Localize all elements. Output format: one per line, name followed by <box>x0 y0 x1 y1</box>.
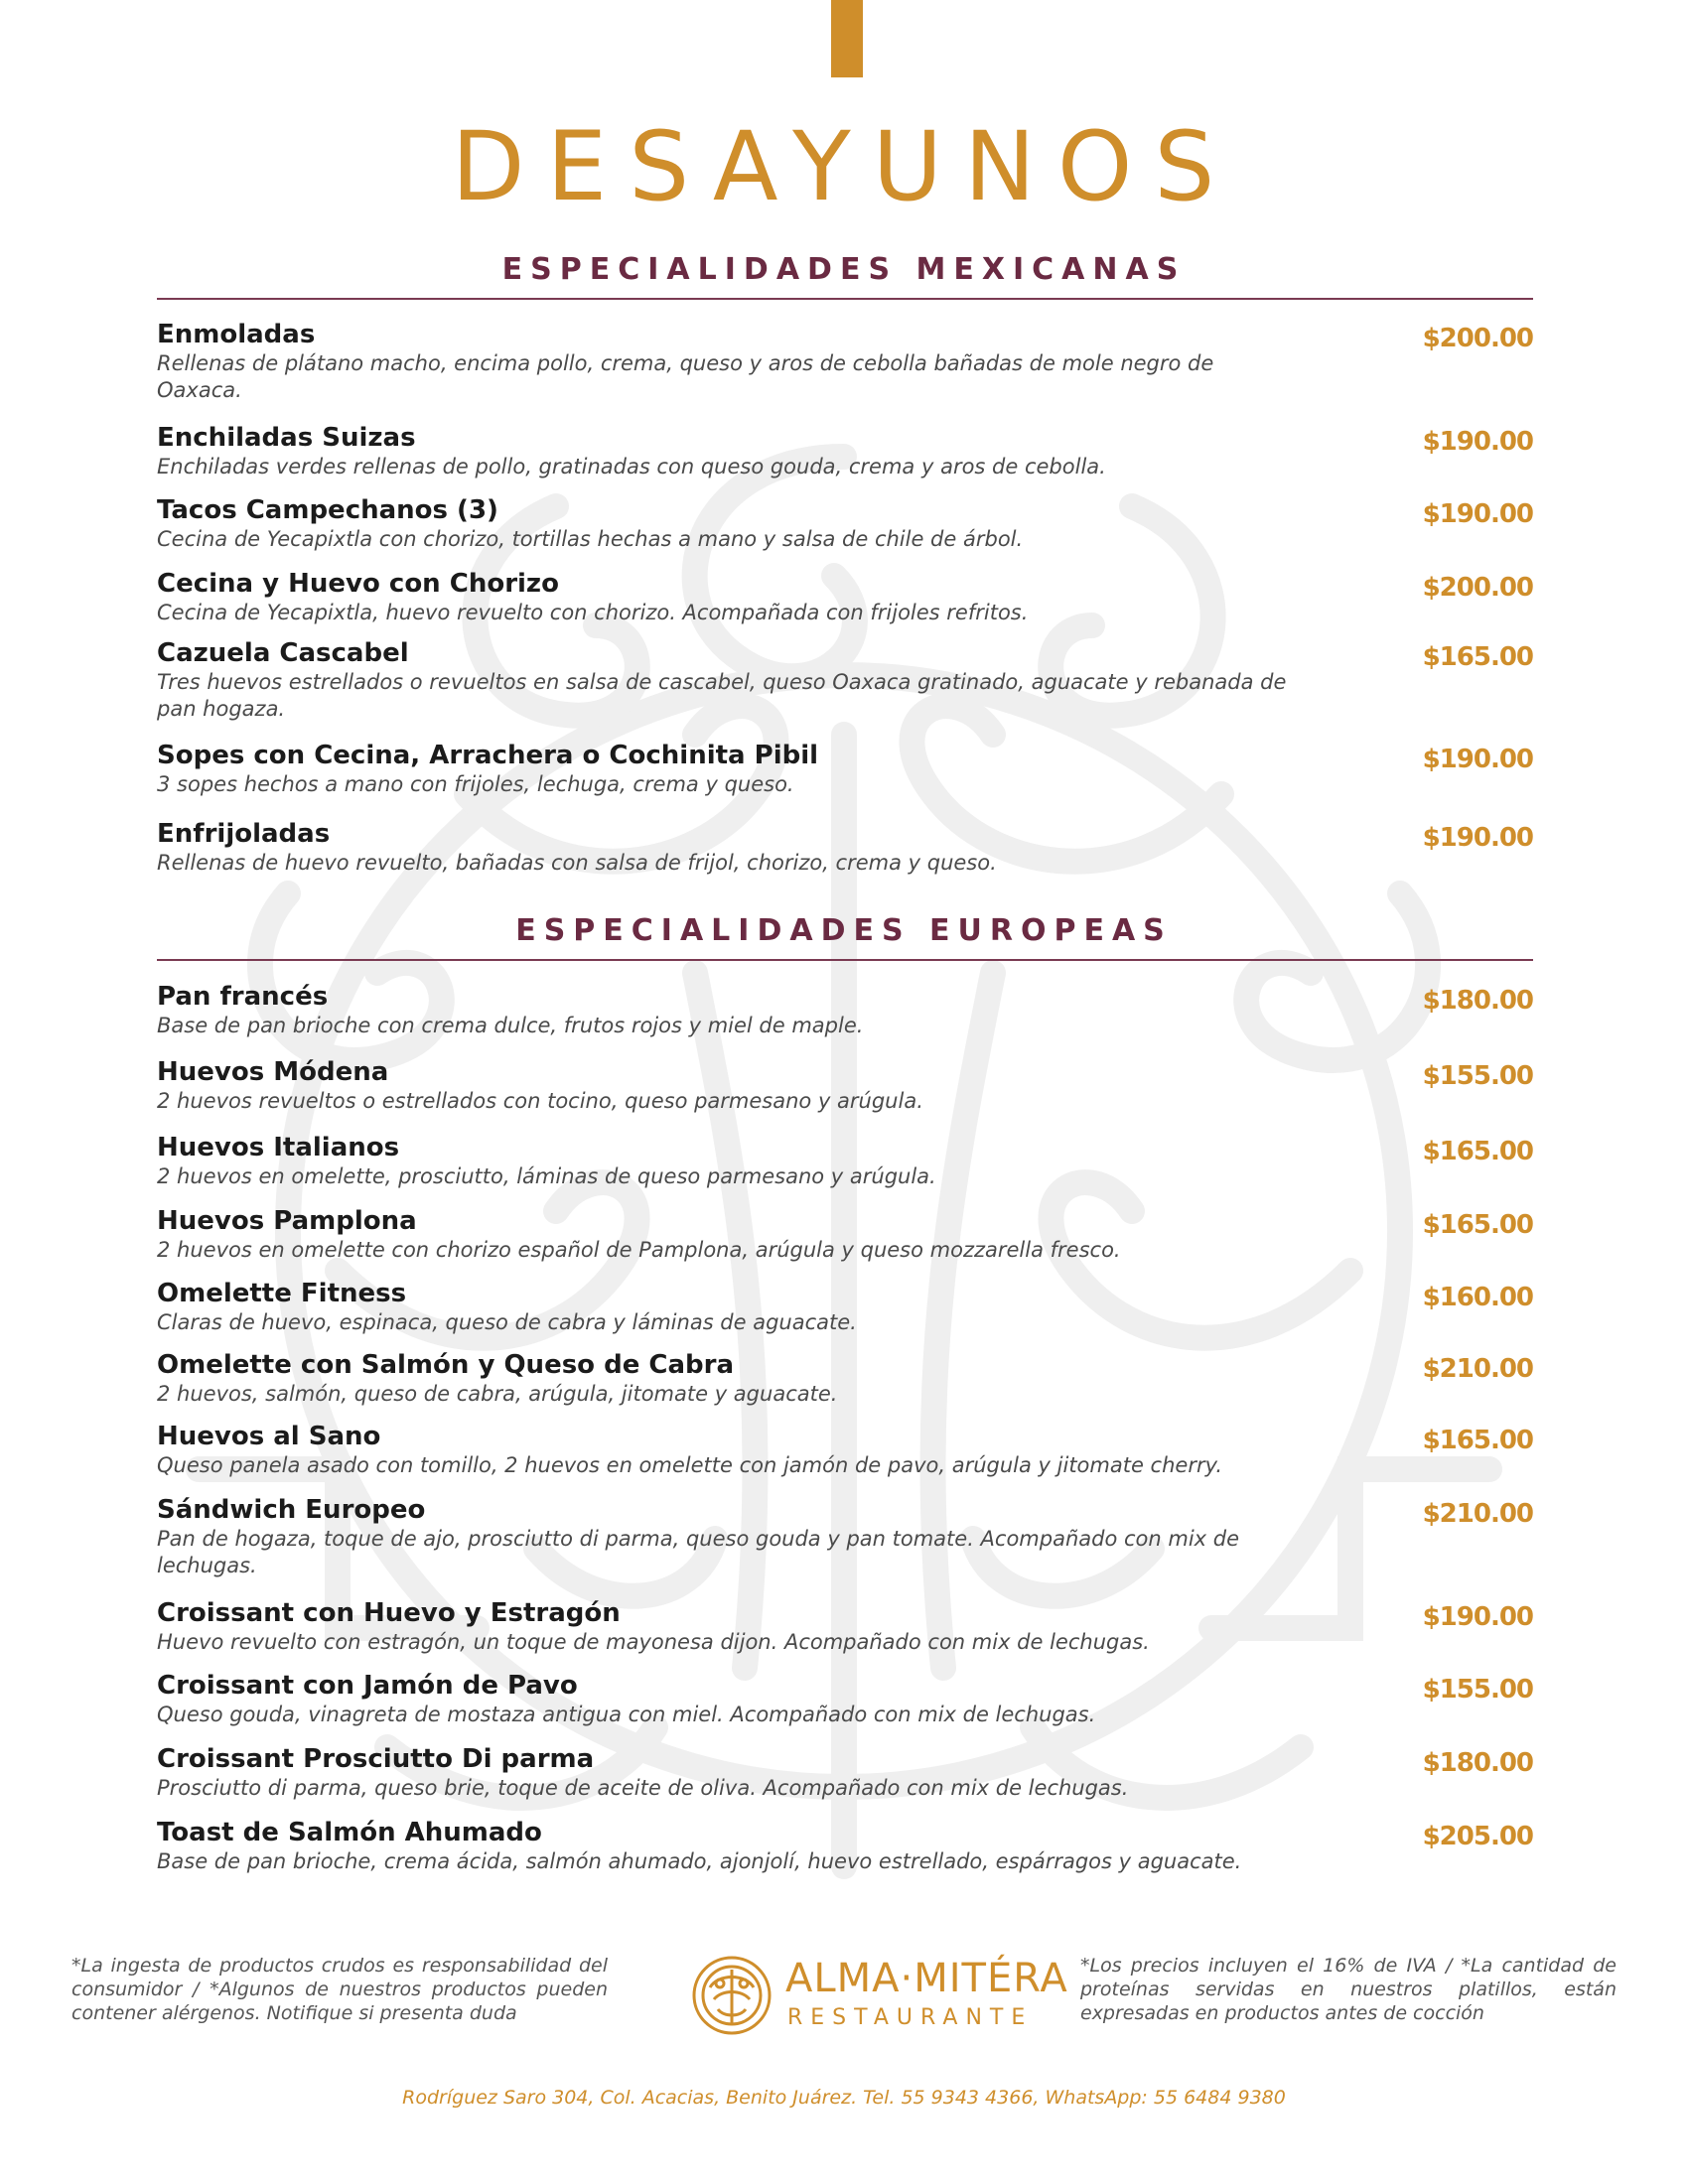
item-name: Tacos Campechanos (3) <box>157 495 498 525</box>
item-name: Croissant con Huevo y Estragón <box>157 1598 621 1628</box>
logo-subtitle: RESTAURANTE <box>787 2005 1034 2030</box>
item-price: $165.00 <box>1422 1137 1533 1166</box>
footer-note-left: *La ingesta de productos crudos es responsabilidad del consumidor / *Algunos de nuestros productos pueden contener alérgenos. Notifique si presenta duda <box>71 1955 608 2024</box>
section-divider <box>157 959 1533 961</box>
item-name: Omelette con Salmón y Queso de Cabra <box>157 1350 734 1380</box>
item-name: Enchiladas Suizas <box>157 423 416 453</box>
item-price: $165.00 <box>1422 1426 1533 1455</box>
item-description: Huevo revuelto con estragón, un toque de mayonesa dijon. Acompañado con mix de lechugas. <box>157 1630 1150 1654</box>
item-description: Rellenas de huevo revuelto, bañadas con salsa de frijol, chorizo, crema y queso. <box>157 851 997 875</box>
logo-name: ALMA·MITÉRA <box>785 1956 1068 2001</box>
item-description: Claras de huevo, espinaca, queso de cabra y láminas de aguacate. <box>157 1310 857 1334</box>
item-price: $155.00 <box>1422 1675 1533 1705</box>
item-name: Croissant Prosciutto Di parma <box>157 1744 595 1774</box>
item-name: Huevos Italianos <box>157 1133 400 1162</box>
menu-item <box>157 819 1533 877</box>
item-price: $190.00 <box>1422 499 1533 529</box>
item-name: Huevos Módena <box>157 1057 389 1087</box>
section-title-europeas: ESPECIALIDADES EUROPEAS <box>515 913 1173 948</box>
item-price: $155.00 <box>1422 1061 1533 1091</box>
item-name: Omelette Fitness <box>157 1279 407 1308</box>
menu-item <box>157 1744 1533 1802</box>
item-description: Base de pan brioche con crema dulce, frutos rojos y miel de maple. <box>157 1014 864 1037</box>
item-price: $180.00 <box>1422 986 1533 1016</box>
item-name: Cazuela Cascabel <box>157 638 409 668</box>
menu-item <box>157 320 1533 404</box>
item-price: $190.00 <box>1422 427 1533 457</box>
item-price: $190.00 <box>1422 823 1533 853</box>
item-name: Toast de Salmón Ahumado <box>157 1818 542 1847</box>
menu-item <box>157 1422 1533 1479</box>
logo-emblem-icon <box>690 1954 774 2037</box>
page-title: DESAYUNOS <box>451 111 1237 222</box>
item-name: Sopes con Cecina, Arrachera o Cochinita Pibil <box>157 741 819 770</box>
item-description: 2 huevos en omelette, prosciutto, láminas de queso parmesano y arúgula. <box>157 1164 936 1188</box>
footer-note-right: *Los precios incluyen el 16% de IVA / *La cantidad de proteínas servidas en nuestros platillos, están expresadas en productos antes de cocción <box>1080 1955 1617 2024</box>
item-price: $165.00 <box>1422 1210 1533 1240</box>
top-accent-tab <box>831 0 863 77</box>
item-name: Cecina y Huevo con Chorizo <box>157 569 559 599</box>
menu-item <box>157 1350 1533 1408</box>
item-name: Sándwich Europeo <box>157 1495 426 1525</box>
menu-item <box>157 1818 1533 1875</box>
footer-address: Rodríguez Saro 304, Col. Acacias, Benito Juárez. Tel. 55 9343 4366, WhatsApp: 55 6484 9380 <box>402 2087 1286 2109</box>
item-price: $190.00 <box>1422 1602 1533 1632</box>
item-name: Croissant con Jamón de Pavo <box>157 1671 578 1701</box>
item-name: Huevos al Sano <box>157 1422 381 1451</box>
item-description: 2 huevos en omelette con chorizo español de Pamplona, arúgula y queso mozzarella fresco. <box>157 1238 1121 1262</box>
item-name: Enfrijoladas <box>157 819 331 849</box>
menu-item <box>157 982 1533 1039</box>
menu-item <box>157 1057 1533 1115</box>
item-price: $210.00 <box>1422 1499 1533 1529</box>
section-title-mexicanas: ESPECIALIDADES MEXICANAS <box>501 252 1187 287</box>
menu-item <box>157 1671 1533 1728</box>
item-name: Pan francés <box>157 982 329 1012</box>
item-price: $200.00 <box>1422 324 1533 353</box>
item-price: $190.00 <box>1422 745 1533 774</box>
item-description: Cecina de Yecapixtla, huevo revuelto con chorizo. Acompañada con frijoles refritos. <box>157 601 1029 624</box>
section-divider <box>157 298 1533 300</box>
item-description: Pan de hogaza, toque de ajo, prosciutto di parma, queso gouda y pan tomate. Acompañado con mix de lechugas. <box>157 1527 1240 1577</box>
item-description: Enchiladas verdes rellenas de pollo, gratinadas con queso gouda, crema y aros de cebolla. <box>157 455 1106 478</box>
item-description: Cecina de Yecapixtla con chorizo, tortillas hechas a mano y salsa de chile de árbol. <box>157 527 1024 551</box>
menu-item <box>157 1495 1533 1579</box>
item-price: $165.00 <box>1422 642 1533 672</box>
restaurant-logo <box>690 1954 1068 2043</box>
item-description: Rellenas de plátano macho, encima pollo, crema, queso y aros de cebolla bañadas de mole negro de Oaxaca. <box>157 351 1214 402</box>
item-price: $160.00 <box>1422 1283 1533 1312</box>
menu-item <box>157 638 1533 723</box>
menu-item <box>157 1598 1533 1656</box>
menu-item <box>157 1206 1533 1264</box>
item-description: Queso gouda, vinagreta de mostaza antigua con miel. Acompañado con mix de lechugas. <box>157 1703 1096 1726</box>
item-description: Tres huevos estrellados o revueltos en salsa de cascabel, queso Oaxaca gratinado, aguacate y rebanada de pan hogaza. <box>157 670 1287 721</box>
menu-item <box>157 1279 1533 1336</box>
item-description: 2 huevos revueltos o estrellados con tocino, queso parmesano y arúgula. <box>157 1089 923 1113</box>
menu-item <box>157 423 1533 480</box>
menu-item <box>157 569 1533 626</box>
item-name: Huevos Pamplona <box>157 1206 417 1236</box>
item-description: Queso panela asado con tomillo, 2 huevos en omelette con jamón de pavo, arúgula y jitomate cherry. <box>157 1453 1223 1477</box>
item-price: $205.00 <box>1422 1822 1533 1851</box>
item-price: $180.00 <box>1422 1748 1533 1778</box>
item-description: Prosciutto di parma, queso brie, toque de aceite de oliva. Acompañado con mix de lechugas. <box>157 1776 1129 1800</box>
item-description: 2 huevos, salmón, queso de cabra, arúgula, jitomate y aguacate. <box>157 1382 838 1406</box>
item-description: Base de pan brioche, crema ácida, salmón ahumado, ajonjolí, huevo estrellado, espárragos y aguacate. <box>157 1849 1242 1873</box>
item-price: $210.00 <box>1422 1354 1533 1384</box>
menu-item <box>157 1133 1533 1190</box>
item-description: 3 sopes hechos a mano con frijoles, lechuga, crema y queso. <box>157 772 794 796</box>
item-price: $200.00 <box>1422 573 1533 603</box>
item-name: Enmoladas <box>157 320 316 349</box>
menu-item <box>157 495 1533 553</box>
menu-item <box>157 741 1533 798</box>
